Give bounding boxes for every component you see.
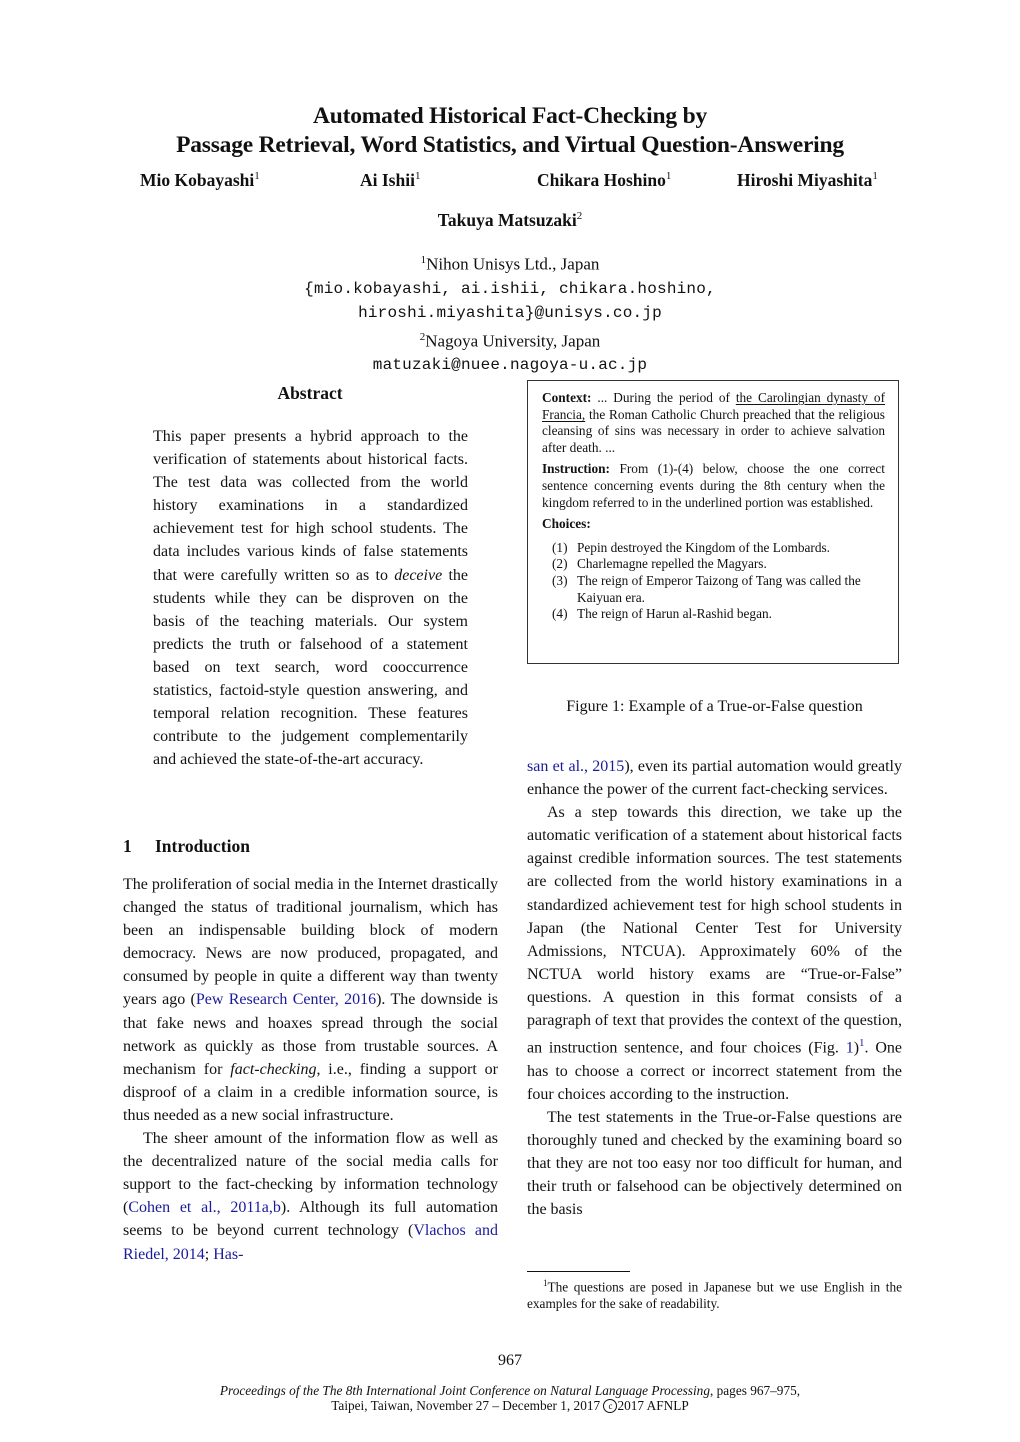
author-name: Ai Ishii <box>360 170 415 190</box>
paragraph <box>123 1127 498 1266</box>
footnote-number: 1 <box>543 1278 548 1288</box>
choice-item <box>552 540 885 557</box>
choice-number: (2) <box>552 556 568 572</box>
figure-reference-link[interactable]: 1 <box>845 1039 854 1057</box>
author <box>537 170 671 191</box>
instruction-label: Instruction: <box>542 461 610 477</box>
affiliation-mark: 1 <box>254 170 260 183</box>
choice-item <box>552 556 885 573</box>
citation-link[interactable]: san et al., 2015 <box>527 758 625 775</box>
choice-text: The reign of Harun al-Rashid began. <box>577 606 772 622</box>
choice-text: Charlemagne repelled the Magyars. <box>577 556 767 572</box>
page-number: 967 <box>498 1352 522 1369</box>
affiliation-mark: 1 <box>414 170 421 183</box>
context-underlined-text: the Carolingian dynasty of Francia, <box>542 390 885 422</box>
abstract-text-part: the students while they can be disproven on the basis of the teaching materials. Our system predicts the truth or falsehood of a statement based on text search, word cooccurrence statistics, factoid-style question answering, and temporal relation recognition. These features contribute to the judgement complementarily and achieved the state-of-the-art accuracy. <box>153 566 468 769</box>
citation-link[interactable]: Pew Research Center, 2016 <box>195 991 377 1009</box>
choice-number: (3) <box>552 572 568 588</box>
footnote-mark-link[interactable]: 1 <box>859 1037 865 1050</box>
choice-number: (4) <box>552 606 568 622</box>
author-name: Hiroshi Miyashita <box>737 170 873 190</box>
choice-item <box>552 573 885 606</box>
text: ), even its partial automation would greatly enhance the power of the current fact-checking services. <box>527 758 903 799</box>
paragraph <box>527 755 902 801</box>
text: ). Although its full automation seems to be beyond current technology ( <box>123 1199 499 1240</box>
proceedings-line-1 <box>0 1383 1020 1398</box>
text: . One has to choose a correct or incorrect statement from the four choices according to the instruction. <box>527 1039 902 1103</box>
context-text: the Roman Catholic Church preached that the religious cleansing of sins was necessary in order to achieve salvation after death. ... <box>542 406 885 455</box>
citation-link[interactable]: Vlachos and Riedel, 2014 <box>123 1222 498 1263</box>
affiliation-number: 2 <box>419 330 426 343</box>
affiliation-mark: 1 <box>872 170 878 183</box>
right-column-body <box>527 755 902 1221</box>
author-name: Takuya Matsuzaki <box>437 210 577 230</box>
choices-list <box>552 540 885 623</box>
author-name: Mio Kobayashi <box>140 170 255 190</box>
copyright-text: 2017 AFNLP <box>617 1398 689 1413</box>
abstract-heading: Abstract <box>277 383 343 403</box>
figure-instruction <box>542 461 885 511</box>
abstract-text <box>153 425 468 771</box>
affiliation-mark: 2 <box>576 210 583 223</box>
affiliation-mark: 1 <box>665 170 672 183</box>
figure-choices <box>542 516 885 623</box>
author <box>360 170 420 191</box>
text: ). The downside is that fake news and hoaxes spread through the social network as quickly as those from trustable sources. A mechanism for <box>123 991 498 1078</box>
proceedings-line-2 <box>0 1398 1020 1413</box>
footnote-text <box>527 1275 902 1313</box>
citation-link[interactable]: Cohen et al., 2011a,b <box>128 1199 281 1217</box>
text: The sheer amount of the information flow as well as the decentralized nature of the social media calls for support to the fact-checking by information technology ( <box>123 1130 498 1217</box>
paragraph: The test statements in the True-or-False questions are thoroughly tuned and checked by the examining board so that they are not too easy nor too difficult for human, and their truth or falsehood can be objectively determined on the basis <box>527 1108 902 1219</box>
text: ) <box>853 1039 860 1057</box>
text: , i.e., finding a support or disproof of a claim in a credible information source, is thus needed as a new social infrastructure. <box>123 1060 498 1124</box>
choice-item <box>552 606 885 623</box>
author <box>737 170 878 191</box>
footnote-body: The questions are posed in Japanese but we use English in the examples for the sake of readability. <box>527 1279 902 1312</box>
text: As a step towards this direction, we take up the automatic verification of a statement about historical facts against credible information sources. The test statements are collected from the world history examinations in a standardized achievement test for high school students in Japan (the National Center Test for University Admissions, NTCUA). Approximately 60% of the NCTUA world history exams are “True-or-False” questions. A question in this format consists of a paragraph of text that provides the context of the question, an instruction sentence, and four choices (Fig. <box>527 804 902 1057</box>
section-heading <box>123 836 250 857</box>
author <box>140 170 260 191</box>
text: ; <box>204 1245 214 1263</box>
proceedings-footer <box>0 1383 1020 1413</box>
text: The proliferation of social media in the Internet drastically changed the status of traditional journalism, which has been an indispensable building block of modern democracy. News are now produced, propagated, and consumed by people in quite a different way than twenty years ago ( <box>123 876 498 1009</box>
context-label: Context: <box>542 390 592 405</box>
affiliation-2 <box>0 325 1020 354</box>
proceedings-pages: , pages 967–975, <box>709 1383 801 1398</box>
proceedings-title: Proceedings of the The 8th International Joint Conference on Natural Language Processing <box>219 1383 710 1398</box>
choices-label: Choices: <box>542 516 591 532</box>
paragraph <box>527 801 902 1106</box>
affiliations <box>0 248 1020 377</box>
copyright-icon: c <box>603 1399 617 1413</box>
affiliation-1 <box>0 248 1020 277</box>
email-line[interactable]: {mio.kobayashi, ai.ishii, chikara.hoshino, <box>304 279 716 298</box>
location-date: Taipei, Taiwan, November 27 – December 1, 2017 <box>331 1398 604 1413</box>
section-title: Introduction <box>155 836 250 856</box>
instruction-text: From (1)-(4) below, choose the one correct sentence concerning events during the 8th century when the kingdom referred to in the underlined portion was established. <box>542 461 885 510</box>
context-text: ... During the period of <box>597 390 736 405</box>
abstract-text-part: This paper presents a hybrid approach to the verification of statements about historical facts. The test data was collected from the world history examinations in a standardized achievement test for high school students. The data includes various kinds of false statements that were carefully written so as to <box>153 428 468 584</box>
author-name: Chikara Hoshino <box>537 170 666 190</box>
affiliation-number: 1 <box>420 254 427 266</box>
paragraph <box>123 873 498 1127</box>
email-line[interactable]: hiroshi.miyashita}@unisys.co.jp <box>358 303 662 322</box>
affiliation-name: Nihon Unisys Ltd., Japan <box>426 254 600 274</box>
email-line[interactable]: matuzaki@nuee.nagoya-u.ac.jp <box>372 356 648 375</box>
footnote-divider <box>527 1271 630 1272</box>
paper-title <box>0 102 1020 160</box>
choice-number: (1) <box>552 539 568 555</box>
affiliation-name: Nagoya University, Japan <box>425 331 601 351</box>
author <box>0 210 1020 231</box>
figure-1-box <box>527 380 899 664</box>
abstract-emphasis: deceive <box>394 566 443 584</box>
section-number: 1 <box>123 836 132 856</box>
choice-text: Pepin destroyed the Kingdom of the Lombards. <box>577 539 830 555</box>
left-column-body <box>123 873 498 1266</box>
title-line-1: Automated Historical Fact-Checking by <box>312 103 708 129</box>
footnote <box>527 1275 902 1313</box>
title-line-2: Passage Retrieval, Word Statistics, and Virtual Question-Answering <box>176 132 844 158</box>
choice-text: The reign of Emperor Taizong of Tang was called the Kaiyuan era. <box>577 572 861 605</box>
figure-caption: Figure 1: Example of a True-or-False question <box>566 698 863 715</box>
emphasis: fact-checking <box>230 1060 317 1078</box>
citation-link[interactable]: Has- <box>213 1245 244 1263</box>
figure-context <box>542 390 885 456</box>
